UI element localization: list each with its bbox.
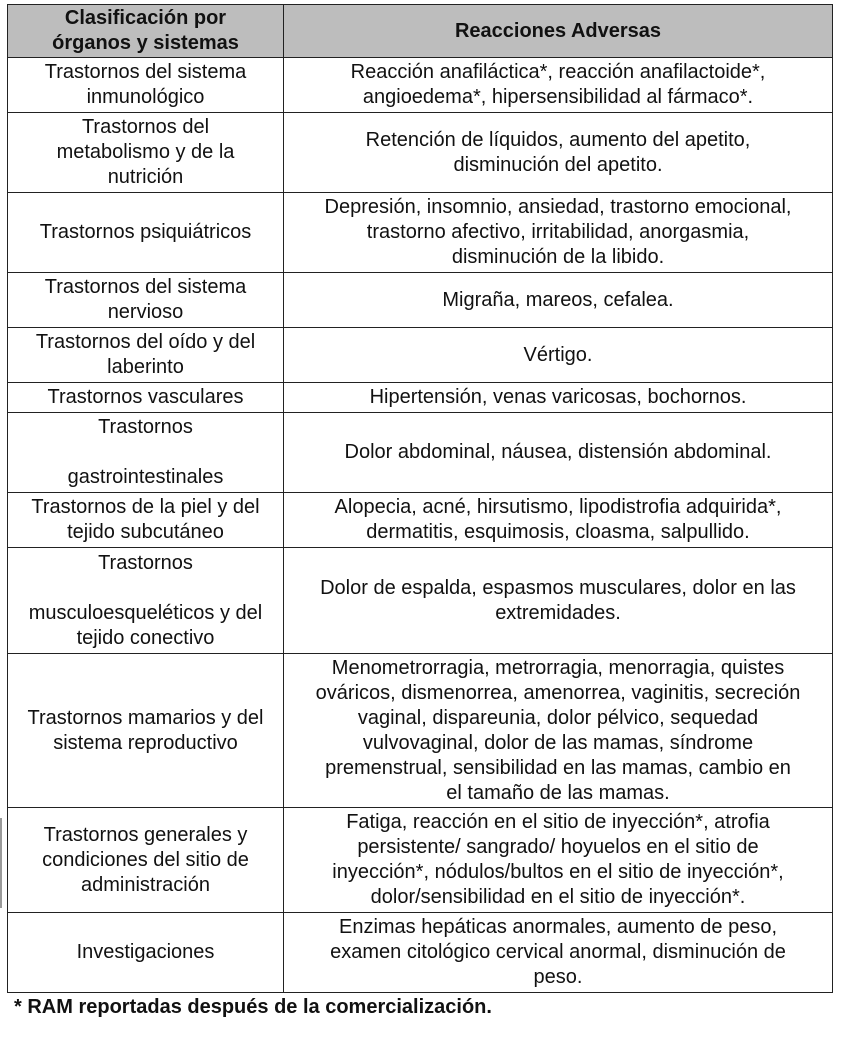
- reactions-cell: Retención de líquidos, aumento del apetito, disminución del apetito.: [284, 113, 833, 193]
- adverse-reactions-table: [7, 4, 833, 993]
- header-soc: Clasificación por órganos y sistemas: [8, 5, 284, 58]
- table-row: [8, 913, 833, 993]
- soc-cell: Trastornos gastrointestinales: [8, 413, 284, 493]
- reactions-cell: Menometrorragia, metrorragia, menorragia, quistes ováricos, dismenorrea, amenorrea, vaginitis, secreción vaginal, dispareunia, dolor pélvico, sequedad vulvovaginal, dolor de las mamas, síndrome premenstrual, sensibilidad en las mamas, cambio en el tamaño de las mamas.: [284, 654, 833, 808]
- soc-cell: Trastornos del metabolismo y de la nutrición: [8, 113, 284, 193]
- table-row: [8, 58, 833, 113]
- soc-cell: Trastornos musculoesqueléticos y del tejido conectivo: [8, 548, 284, 654]
- table-row: [8, 413, 833, 493]
- margin-mark: [0, 818, 2, 908]
- table-row: [8, 654, 833, 808]
- soc-cell: Trastornos de la piel y del tejido subcutáneo: [8, 493, 284, 548]
- table-row: [8, 273, 833, 328]
- reactions-cell: Hipertensión, venas varicosas, bochornos.: [284, 383, 833, 413]
- reactions-cell: Alopecia, acné, hirsutismo, lipodistrofia adquirida*, dermatitis, esquimosis, cloasma, salpullido.: [284, 493, 833, 548]
- soc-cell: Trastornos del sistema nervioso: [8, 273, 284, 328]
- table-row: [8, 113, 833, 193]
- reactions-cell: Fatiga, reacción en el sitio de inyección*, atrofia persistente/ sangrado/ hoyuelos en el sitio de inyección*, nódulos/bultos en el sitio de inyección*, dolor/sensibilidad en el sitio de inyección*.: [284, 808, 833, 913]
- table-header-row: [8, 5, 833, 58]
- table-row: [8, 808, 833, 913]
- table-row: [8, 328, 833, 383]
- table-row: [8, 493, 833, 548]
- reactions-cell: Vértigo.: [284, 328, 833, 383]
- header-reactions: Reacciones Adversas: [284, 5, 833, 58]
- reactions-cell: Depresión, insomnio, ansiedad, trastorno emocional, trastorno afectivo, irritabilidad, anorgasmia, disminución de la libido.: [284, 193, 833, 273]
- soc-cell: Trastornos mamarios y del sistema reproductivo: [8, 654, 284, 808]
- table-row: [8, 548, 833, 654]
- soc-cell: Trastornos del oído y del laberinto: [8, 328, 284, 383]
- soc-cell: Trastornos vasculares: [8, 383, 284, 413]
- reactions-cell: Dolor abdominal, náusea, distensión abdominal.: [284, 413, 833, 493]
- soc-cell: Trastornos psiquiátricos: [8, 193, 284, 273]
- soc-cell: Investigaciones: [8, 913, 284, 993]
- soc-cell: Trastornos del sistema inmunológico: [8, 58, 284, 113]
- table-row: [8, 383, 833, 413]
- soc-cell: Trastornos generales y condiciones del sitio de administración: [8, 808, 284, 913]
- reactions-cell: Reacción anafiláctica*, reacción anafilactoide*, angioedema*, hipersensibilidad al fármaco*.: [284, 58, 833, 113]
- table-row: [8, 193, 833, 273]
- reactions-cell: Migraña, mareos, cefalea.: [284, 273, 833, 328]
- reactions-cell: Dolor de espalda, espasmos musculares, dolor en las extremidades.: [284, 548, 833, 654]
- reactions-cell: Enzimas hepáticas anormales, aumento de peso, examen citológico cervical anormal, disminución de peso.: [284, 913, 833, 993]
- footnote: * RAM reportadas después de la comercialización.: [14, 996, 492, 1018]
